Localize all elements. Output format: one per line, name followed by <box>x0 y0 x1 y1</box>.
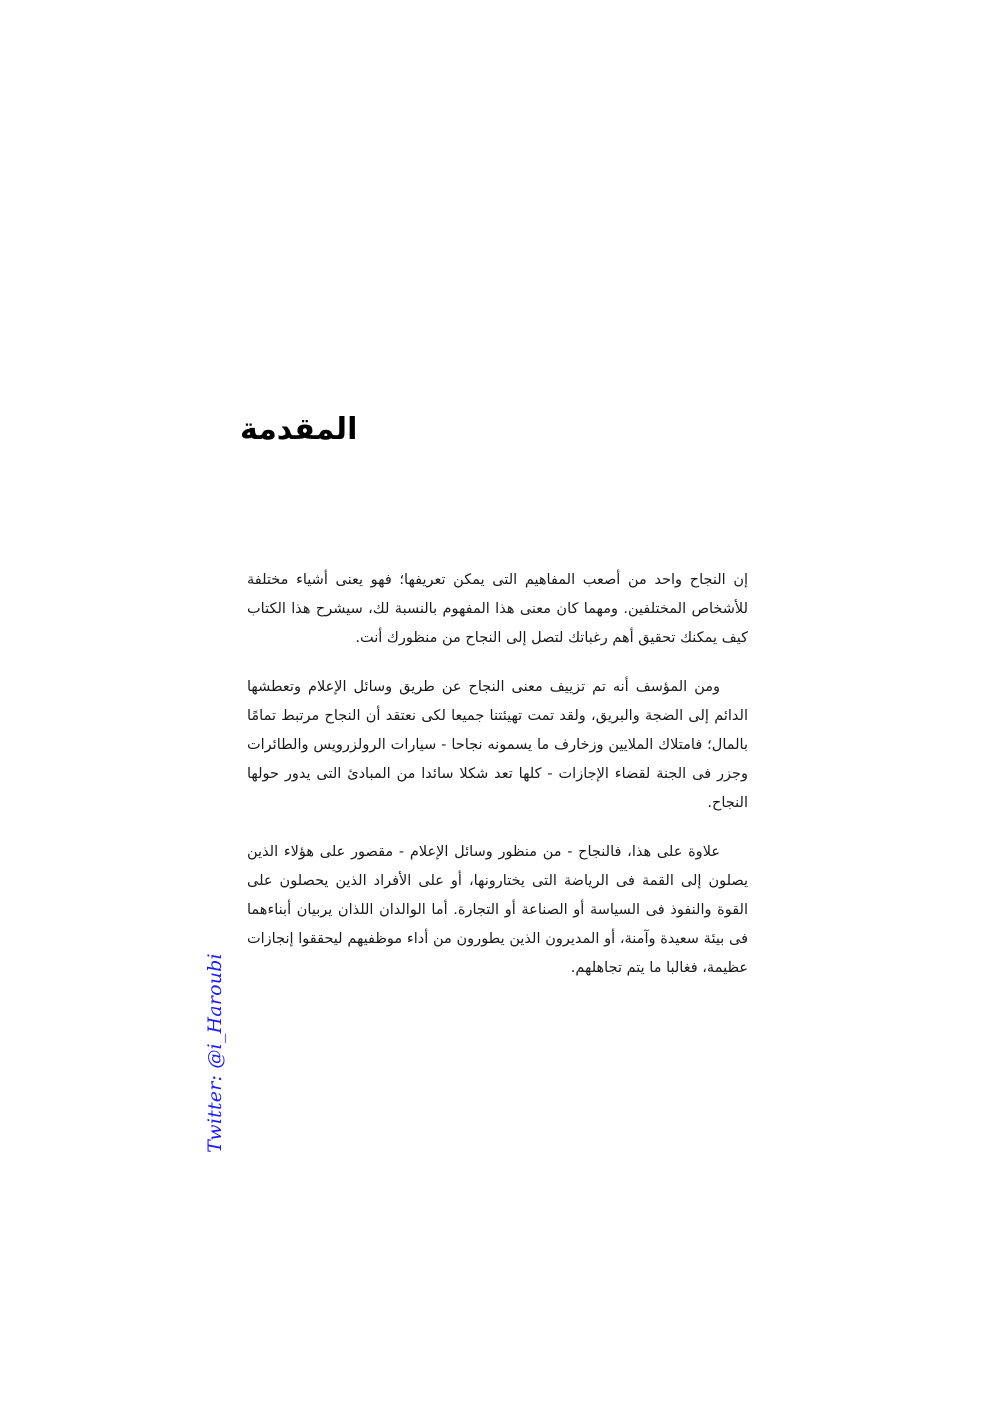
paragraph-2: ومن المؤسف أنه تم تزييف معنى النجاح عن طريق وسائل الإعلام وتعطشها الدائم إلى الضجة والبريق، ولقد تمت تهيئتنا جميعا لكى نعتقد أن النجاح مرتبط تمامًا بالمال؛ فامتلاك الملايين وزخارف ما يسمونه نجاحا - سيارات الرولزرويس والطائرات وجزر فى الجنة لقضاء الإجازات - كلها تعد شكلا سائدا من المبادئ التى يدور حولها النجاح. <box>247 679 748 811</box>
paragraph-1: إن النجاح واحد من أصعب المفاهيم التى يمكن تعريفها؛ فهو يعنى أشياء مختلفة للأشخاص المختلفين. ومهما كان معنى هذا المفهوم بالنسبة لك، سيشرح هذا الكتاب كيف يمكنك تحقيق أهم رغباتك لتصل إلى النجاح من منظورك أنت. <box>247 572 748 646</box>
chapter-title: المقدمة <box>240 412 358 448</box>
paragraph-3: علاوة على هذا، فالنجاح - من منظور وسائل الإعلام - مقصور على هؤلاء الذين يصلون إلى القمة فى الرياضة التى يختارونها، أو على الأفراد الذين يحصلون على القوة والنفوذ فى السياسة أو الصناعة أو التجارة. أما الوالدان اللذان يربيان أبناءهما فى بيئة سعيدة وآمنة، أو المديرون الذين يطورون من أداء موظفيهم ليحققوا إنجازات عظيمة، فغالبا ما يتم تجاهلهم. <box>247 844 748 976</box>
twitter-watermark: Twitter: @i_Haroubi <box>204 953 226 1153</box>
body-text <box>247 566 748 1003</box>
